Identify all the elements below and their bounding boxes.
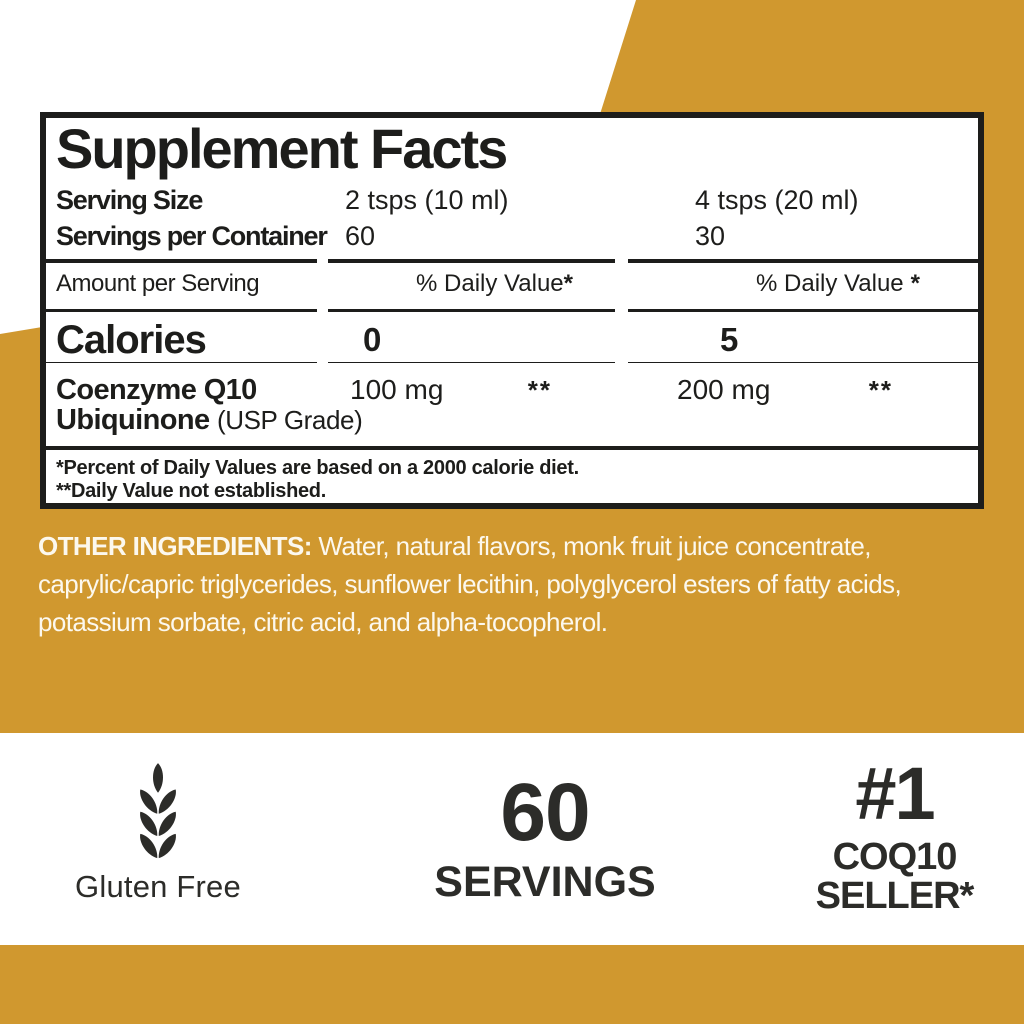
nutrient-col2 xyxy=(628,375,978,435)
serving-size-label: Serving Size xyxy=(56,185,203,215)
calories-col2: 5 xyxy=(720,321,739,359)
number-one-seller-badge xyxy=(812,752,977,917)
servings-per-container-col1: 60 xyxy=(345,221,376,251)
daily-value-col1-star: * xyxy=(563,269,573,297)
seller-rank: #1 xyxy=(855,752,934,835)
amount-per-serving-label: Amount per Serving xyxy=(56,269,260,297)
nutrient-col1-dv: ** xyxy=(527,375,552,406)
wheat-icon xyxy=(121,760,195,864)
serving-size-row xyxy=(46,182,978,218)
other-ingredients-label: OTHER INGREDIENTS: xyxy=(38,531,312,561)
servings-badge xyxy=(420,767,670,906)
daily-value-col2: % Daily Value * xyxy=(756,269,920,297)
nutrient-col2-amount: 200 mg xyxy=(677,374,771,406)
coenzyme-q10-row xyxy=(46,363,978,435)
footnotes xyxy=(46,450,978,503)
other-ingredients-line3: potassium sorbate, citric acid, and alpha-tocopherol. xyxy=(38,607,608,637)
daily-value-header-row xyxy=(46,263,978,304)
servings-number: 60 xyxy=(500,767,590,858)
other-ingredients-line2: caprylic/capric triglycerides, sunflower lecithin, polyglycerol esters of fatty acids, xyxy=(38,569,902,599)
background-gold-bottom-strip xyxy=(0,945,1024,1024)
calories-label: Calories xyxy=(56,318,206,363)
panel-title: Supplement Facts xyxy=(56,117,507,180)
daily-value-col1: % Daily Value* xyxy=(416,269,573,297)
gluten-free-badge xyxy=(53,760,263,905)
nutrient-name xyxy=(46,374,363,437)
daily-value-col2-star: * xyxy=(910,269,920,297)
footnote-not-established: **Daily Value not established. xyxy=(56,479,326,502)
other-ingredients-text xyxy=(38,527,998,641)
servings-per-container-row xyxy=(46,218,978,254)
servings-per-container-label: Servings per Container xyxy=(56,221,327,251)
calories-col1: 0 xyxy=(363,321,382,359)
other-ingredients-line1: OTHER INGREDIENTS: Water, natural flavors, monk fruit juice concentrate, xyxy=(38,531,871,561)
seller-line1: COQ10 xyxy=(832,836,957,878)
serving-size-col1: 2 tsps (10 ml) xyxy=(345,185,509,215)
nutrient-col2-dv: ** xyxy=(868,375,893,406)
servings-per-container-col2: 30 xyxy=(695,221,726,251)
nutrient-name-line2: Ubiquinone (USP Grade) xyxy=(56,404,363,437)
servings-label: SERVINGS xyxy=(434,858,656,906)
supplement-facts-panel xyxy=(40,112,984,509)
serving-info xyxy=(46,182,978,254)
nutrient-name-line1: Coenzyme Q10 xyxy=(56,374,257,407)
nutrient-grade-note: (USP Grade) xyxy=(216,405,363,436)
seller-line2: SELLER* xyxy=(815,875,974,917)
gluten-free-label: Gluten Free xyxy=(75,869,241,904)
serving-size-col2: 4 tsps (20 ml) xyxy=(695,185,859,215)
nutrient-col1-amount: 100 mg xyxy=(350,374,444,406)
footnote-daily-values: *Percent of Daily Values are based on a 2000 calorie diet. xyxy=(56,456,579,479)
nutrient-col1 xyxy=(328,375,615,435)
calories-row xyxy=(46,312,978,362)
